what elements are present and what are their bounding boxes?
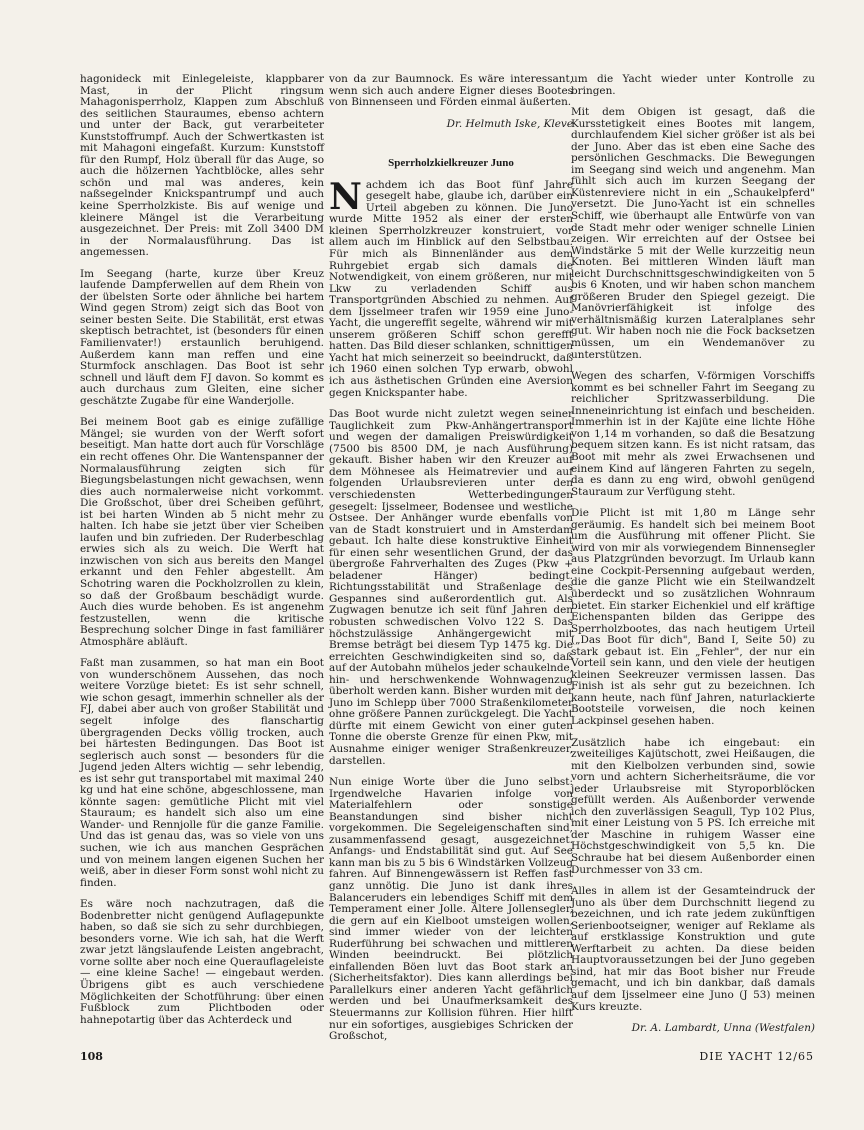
- paragraph: hagonideck mit Einlegeleiste, klappbarer Mast, in der Plicht ringsum Mahagonisperrholz, Klappen zum Abschluß des seitlichen Stauraumes, ebenso achtern und unter der Back, gut verarbeiteter Kunststoffrumpf. Auch der Schwertkasten ist mit Mahagoni eingefaßt. Kurzum: Kunststoff für den Rumpf, Holz überall für das Auge, so auch die hölzernen Yachtblöcke, alles sehr schön und mal was anderes, kein naßsegelnder Knickspantrumpf und auch keine Sperrholzkiste. Bis auf wenige und kleinere Mängel ist die Verarbeitung ausgezeichnet. Der Preis: mit Zoll 3400 DM in der Normalausführung. Das ist angemessen.: [80, 73, 324, 259]
- paragraph: Wegen des scharfen, V-förmigen Vorschiffs kommt es bei schneller Fahrt im Seegang zu reichlicher Spritzwasserbildung. Die Inneneinrichtung ist einfach und bescheiden. Immerhin ist in der Kajüte eine lichte Höhe von 1,14 m vorhanden, so daß die Besatzung bequem sitzen kann. Es ist nicht ratsam, das Boot mit mehr als zwei Erwachsenen und einem Kind auf längeren Fahrten zu segeln, da es dann zu eng wird, obwohl genügend Stauraum zur Verfügung steht.: [571, 370, 815, 498]
- column-left: [80, 74, 324, 1036]
- paragraph: Es wäre noch nachzutragen, daß die Bodenbretter nicht genügend Auflagepunkte haben, so daß sie sich zu sehr durchbiegen, besonders vorne. Wie ich sah, hat die Werft zwar jetzt längslaufende Leisten angebracht, vorne sollte aber noch eine Querauflageleiste — eine kleine Sache! — eingebaut werden. Übrigens gibt es auch verschiedene Möglichkeiten der Schotführung: über einen Fußblock zum Plichtboden oder hahnepotartig über das Achterdeck und: [80, 898, 324, 1026]
- paragraph: Die Plicht ist mit 1,80 m Länge sehr geräumig. Es handelt sich bei meinem Boot um die Ausführung mit offener Plicht. Sie wird von mir als vorwiegendem Binnensegler aus Platzgründen bevorzugt. Im Urlaub kann eine Cockpit-Persenning aufgebaut werden, die die ganze Plicht wie ein Steilwandzelt überdeckt und so zusätzlichen Wohnraum bietet. Ein starker Eichenkiel und elf kräftige Eichenspanten bilden das Gerippe des Sperrholzbootes, das nach heutigem Urteil („Das Boot für dich", Band I, Seite 50) zu stark gebaut ist. Ein „Fehler", der nur ein Vorteil sein kann, und den viele der heutigen kleinen Seekreuzer vermissen lassen. Das Finish ist als sehr gut zu bezeichnen. Ich kann heute, nach fünf Jahren, naturlackierte Bootsteile vorweisen, die noch keinen Lackpinsel gesehen haben.: [571, 507, 815, 727]
- journal-issue: DIE YACHT 12/65: [699, 1050, 814, 1063]
- paragraph: Mit dem Obigen ist gesagt, daß die Kursstetigkeit eines Bootes mit langem, durchlaufendem Kiel sicher größer ist als bei der Juno. Aber das ist eben eine Sache des persönlichen Geschmacks. Die Bewegungen im Seegang sind weich und angenehm. Man fühlt sich auch im kurzen Seegang der Küstenreviere nicht in ein „Schaukelpferd" versetzt. Die Juno-Yacht ist ein schnelles Schiff, wie überhaupt alle Entwürfe von van de Stadt mehr oder weniger schnelle Linien zeigen. Wir erreichten auf der Ostsee bei Windstärke 5 mit der Welle kurzzeitig neun Knoten. Bei mittleren Winden läuft man leicht Durchschnittsgeschwindigkeiten von 5 bis 6 Knoten, und wir haben schon manchem größeren Bruder den Spiegel gezeigt. Die Manövrierfähigkeit ist infolge des verhältnismäßig kurzen Lateralplanes sehr gut. Wir haben noch nie die Fock backsetzen müssen, um ein Wendemanöver zu unterstützen.: [571, 106, 815, 361]
- paragraph: Zusätzlich habe ich eingebaut: ein zweiteiliges Kajütschott, zwei Heißaugen, die mit den Kielbolzen verbunden sind, sowie vorn und achtern Sicherheitsräume, die vor jeder Urlaubsreise mit Styroporblöcken gefüllt werden. Als Außenborder verwende ich den zuverlässigen Seagull, Typ 102 Plus, mit einer Leistung von 5 PS. Ich erreiche mit der Maschine in ruhigem Wasser eine Höchstgeschwindigkeit von 5,5 kn. Die Schraube hat bei diesem Außenborder einen Durchmesser von 33 cm.: [571, 736, 815, 876]
- paragraph: von da zur Baumnock. Es wäre interessant, wenn sich auch andere Eigner dieses Bootes von Binnenseen und Förden einmal äußerten.: [329, 73, 573, 109]
- paragraph-text: achdem ich das Boot fünf Jahre gesegelt habe, glaube ich, darüber ein Urteil abgeben zu können. Die Juno wurde Mitte 1952 als einer der ersten kleinen Sperrholzkreuzer konstruiert, vor allem auch im Hinblick auf den Selbstbau. Für mich als Binnenländer aus dem Ruhrgebiet ergab sich damals die Notwendigkeit, von einem größeren, nur mit Lkw zu verladenden Schiff aus Transportgründen Abschied zu nehmen. Auf dem Ijsselmeer trafen wir 1959 eine Juno-Yacht, die ungereffit segelte, während wir mit unserem größeren Schiff schon gerefft hatten. Das Bild dieser schlanken, schnittigen Yacht hat mich seinerzeit so beeindruckt, daß ich 1960 einen solchen Typ erwarb, obwohl ich aus ästhetischen Gründen eine Aversion gegen Knickspanter habe.: [329, 178, 573, 399]
- paragraph: um die Yacht wieder unter Kontrolle zu bringen.: [571, 73, 815, 97]
- page-number: 108: [80, 1050, 103, 1063]
- column-right: [571, 74, 815, 1035]
- drop-cap: N: [329, 175, 362, 218]
- paragraph: Im Seegang (harte, kurze über Kreuz laufende Dampferwellen auf dem Rhein von der übelsten Sorte oder ähnliche bei hartem Wind gegen Strom) zeigt sich das Boot von seiner besten Seite. Die Stabilität, erst etwas skeptisch betrachtet, ist (besonders für einen Familienvater!) erstaunlich beruhigend. Außerdem kann man reffen und eine Sturmfock anschlagen. Das Boot ist sehr schnell und läuft dem FJ davon. So kommt es auch durchaus zum Gleiten, eine sicher geschätzte Zugabe für eine Wanderjolle.: [80, 267, 324, 407]
- paragraph: Faßt man zusammen, so hat man ein Boot von wunderschönem Aussehen, das noch weitere Vorzüge bietet: Es ist sehr schnell, wie schon gesagt, immerhin schneller als der FJ, dabei aber auch von großer Stabilität und segelt infolge des flanschartig übergragenden Decks völlig trocken, auch bei härtesten Bedingungen. Das Boot ist seglerisch auch sonst — besonders für die Jugend jeden Alters wichtig — sehr lebendig, es ist sehr gut transportabel mit maximal 240 kg und hat eine schöne, abgeschlossene, man könnte sagen: gemütliche Plicht mit viel Stauraum; es handelt sich also um eine Wander- und Rennjolle für die ganze Familie. Und das ist genau das, was so viele von uns suchen, wie ich aus manchen Gesprächen und von meinem langen eigenen Suchen her weiß, aber in dieser Form sonst wohl nicht zu finden.: [80, 657, 324, 889]
- author-signature: Dr. A. Lambardt, Unna (Westfalen): [631, 1022, 815, 1035]
- column-middle: [329, 74, 573, 1053]
- paragraph: Bei meinem Boot gab es einige zufällige Mängel; sie wurden von der Werft sofort beseitigt. Man hatte dort auch für Vorschläge ein recht offenes Ohr. Die Wantenspanner der Normalausführung zeigten sich für Biegungsbelastungen nicht gewachsen, wenn dies auch normalerweise nicht vorkommt. Die Großschot, über drei Scheiben geführt, ist bei harten Winden ab 5 nicht mehr zu halten. Ich habe sie jetzt über vier Scheiben laufen und bin zufrieden. Der Ruderbeschlag erwies sich als zu weich. Die Werft hat inzwischen von sich aus bereits den Mangel erkannt und den Fehler abgestellt. Am Schotring waren die Pockholzrollen zu klein, so daß der Großbaum beschädigt wurde. Auch dies wurde behoben. Es ist angenehm festzustellen, wenn die kritische Besprechung solcher Dinge in fast familiärer Atmosphäre abläuft.: [80, 416, 324, 648]
- article-heading: Sperrholzkielkreuzer Juno: [388, 157, 514, 170]
- paragraph: Alles in allem ist der Gesamteindruck der Juno als über dem Durchschnitt liegend zu bezeichnen, und ich rate jedem zukünftigen Serienbootseigner, weniger auf Reklame als auf erstklassige Konstruktion und gute Werftarbeit zu achten. Da diese beiden Hauptvoraussetzungen bei der Juno gegeben sind, hat mir das Boot bisher nur Freude gemacht, und ich bin dankbar, daß damals auf dem Ijsselmeer eine Juno (J 53) meinen Kurs kreuzte.: [571, 885, 815, 1013]
- author-signature: Dr. Helmuth Iske, Kleve: [446, 117, 573, 130]
- paragraph: Das Boot wurde nicht zuletzt wegen seiner Tauglichkeit zum Pkw-Anhängertransport und wegen der damaligen Preiswürdigkeit (7500 bis 8500 DM, je nach Ausführung) gekauft. Bisher haben wir den Kreuzer auf dem Möhnesee als Heimatrevier und auf folgenden Urlaubsrevieren unter den verschiedensten Wetterbedingungen gesegelt: Ijsselmeer, Bodensee und westliche Ostsee. Der Anhänger wurde ebenfalls von van de Stadt konstruiert und in Amsterdam gebaut. Ich halte diese konstruktive Einheit für einen sehr wesentlichen Grund, der das übergroße Fahrverhalten des Zuges (Pkw + beladener Hänger) bedingt. Richtungsstabilität und Straßenlage des Gespannes sind außerordentlich gut. Als Zugwagen benutze ich seit fünf Jahren den robusten schwedischen Volvo 122 S. Das höchstzulässige Anhängergewicht mit Bremse beträgt bei diesem Typ 1475 kg. Die erreichten Geschwindigkeiten sind so, daß auf der Autobahn mühelos jeder schaukelnde, hin- und herschwenkende Wohnwagenzug überholt werden kann. Bisher wurden mit der Juno im Schlepp über 7000 Straßenkilometer ohne größere Pannen zurückgelegt. Die Yacht dürfte mit einem Gewicht von einer guten Tonne die oberste Grenze für einen Pkw, mit Ausnahme einiger weniger Straßenkreuzer, darstellen.: [329, 408, 573, 767]
- paragraph: [329, 175, 573, 399]
- paragraph: Nun einige Worte über die Juno selbst: Irgendwelche Havarien infolge von Materialfehlern oder sonstige Beanstandungen sind bisher nicht vorgekommen. Die Segeleigenschaften sind, zusammenfassend gesagt, ausgezeichnet. Anfangs- und Endstabilität sind gut. Auf See kann man bis zu 5 bis 6 Windstärken Vollzeug fahren. Auf Binnengewässern ist Reffen fast ganz unnötig. Die Juno ist dank ihres Balanceruders ein lebendiges Schiff mit dem Temperament einer Jolle. Ältere Jollensegler, die gern auf ein Kielboot umsteigen wollen, sind immer wieder von der leichten Ruderführung bei schwachen und mittleren Winden beeindruckt. Bei plötzlich einfallenden Böen luvt das Boot stark an (Sicherheitsfaktor). Dies kann allerdings bei Parallelkurs einer anderen Yacht gefährlich werden und bei Unaufmerksamkeit des Steuermanns zur Kollision führen. Hier hilft nur ein sofortiges, ausgiebiges Schricken der Großschot,: [329, 776, 573, 1043]
